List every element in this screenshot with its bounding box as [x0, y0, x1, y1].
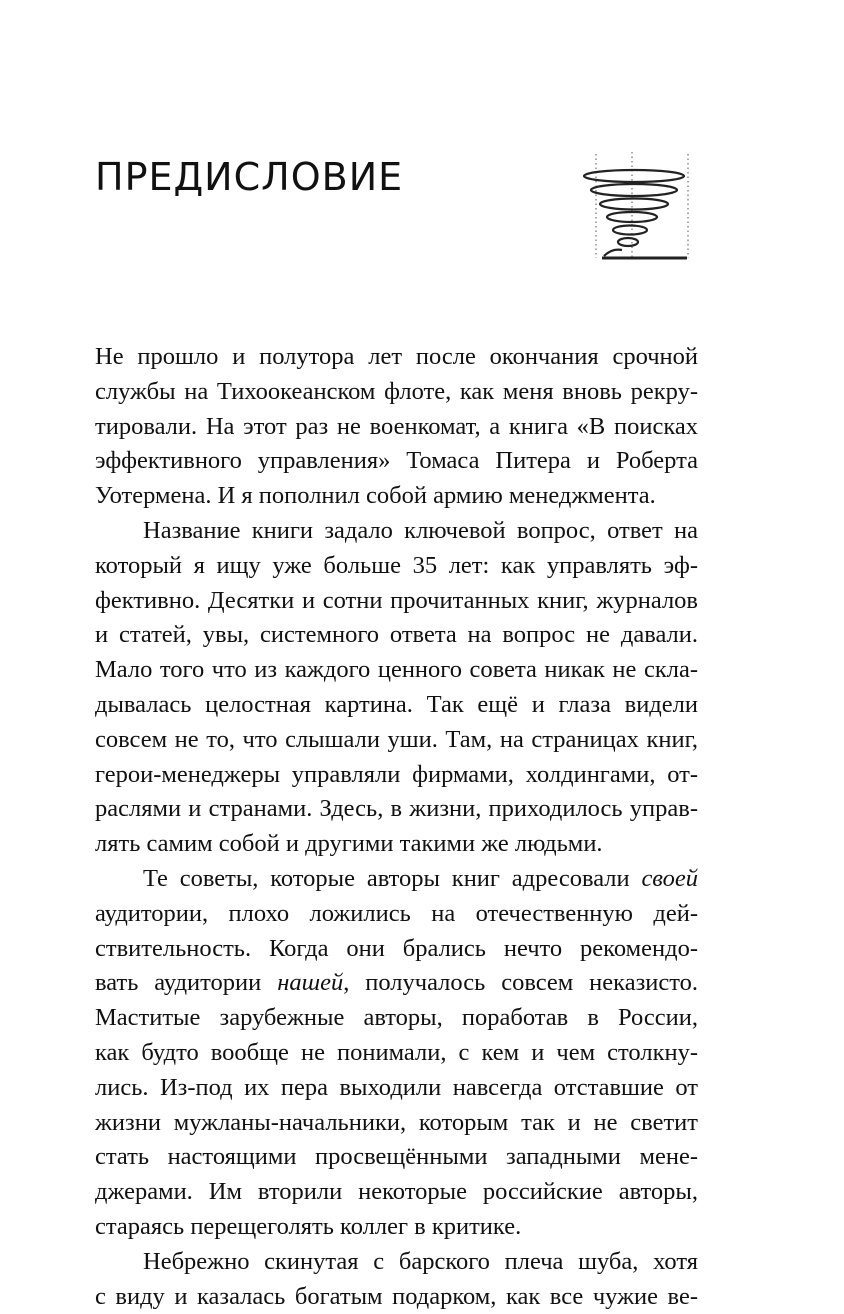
text-line: эффективного управления» Томаса Питера и Роберта [95, 447, 698, 475]
text-line: фективно. Десятки и сотни прочитанных книг, журналов [95, 586, 698, 614]
text-line [95, 862, 698, 897]
text-line: раслями и странами. Здесь, в жизни, приходилось управ- [95, 795, 698, 823]
text-run: вать аудитории [95, 969, 278, 997]
body-text [95, 340, 698, 1314]
text-run: Те советы, которые авторы книг адресовали [143, 864, 642, 892]
text-line: и статей, увы, системного ответа на вопрос не давали. [95, 621, 698, 649]
italic-word: своей [641, 864, 698, 892]
text-line: Маститые зарубежные авторы, поработав в России, [95, 1004, 698, 1032]
italic-word: нашей [277, 969, 344, 997]
paragraph-3 [95, 862, 698, 1245]
spiral-tornado-icon [582, 150, 694, 268]
text-line: жизни мужланы-начальники, которым так и не светит [95, 1108, 698, 1136]
text-line: совсем не то, что слышали уши. Там, на страницах книг, [95, 725, 698, 753]
text-line: ствительность. Когда они брались нечто рекомендо- [95, 934, 698, 962]
text-line: дывалась целостная картина. Так ещё и глаза видели [95, 690, 698, 718]
text-line [95, 966, 698, 1001]
paragraph-2 [95, 514, 698, 862]
text-line: герои-менеджеры управляли фирмами, холдингами, от- [95, 760, 698, 788]
text-line: лять самим собой и другими такими же людьми. [95, 830, 603, 858]
page-title: ПРЕДИСЛОВИЕ [95, 155, 404, 199]
text-line: аудитории, плохо ложились на отечественную дей- [95, 899, 698, 927]
text-line: с виду и казалась богатым подарком, как все чужие ве- [95, 1282, 698, 1310]
text-line: как будто вообще не понимали, с кем и чем столкну- [95, 1038, 698, 1066]
text-line: Небрежно скинутая с барского плеча шуба, хотя [143, 1247, 698, 1275]
text-line: Мало того что из каждого ценного совета никак не скла- [95, 656, 698, 684]
text-line: стараясь перещеголять коллег в критике. [95, 1212, 522, 1240]
text-line: Название книги задало ключевой вопрос, ответ на [143, 516, 698, 544]
paragraph-1 [95, 340, 698, 514]
text-line: лись. Из-под их пера выходили навсегда отставшие от [95, 1073, 698, 1101]
text-line: стать настоящими просвещёнными западными мене- [95, 1143, 698, 1171]
text-run: , получалось совсем неказисто. [343, 969, 698, 997]
text-line: Не прошло и полутора лет после окончания срочной [95, 343, 698, 370]
text-line: Уотермена. И я пополнил собой армию менеджмента. [95, 482, 656, 510]
text-line: который я ищу уже больше 35 лет: как управлять эф- [95, 551, 698, 579]
paragraph-4 [95, 1245, 698, 1314]
text-line: тировали. На этот раз не военкомат, а книга «В поисках [95, 412, 698, 440]
text-line: службы на Тихоокеанском флоте, как меня вновь рекру- [95, 377, 698, 405]
text-line: джерами. Им вторили некоторые российские авторы, [95, 1178, 698, 1206]
